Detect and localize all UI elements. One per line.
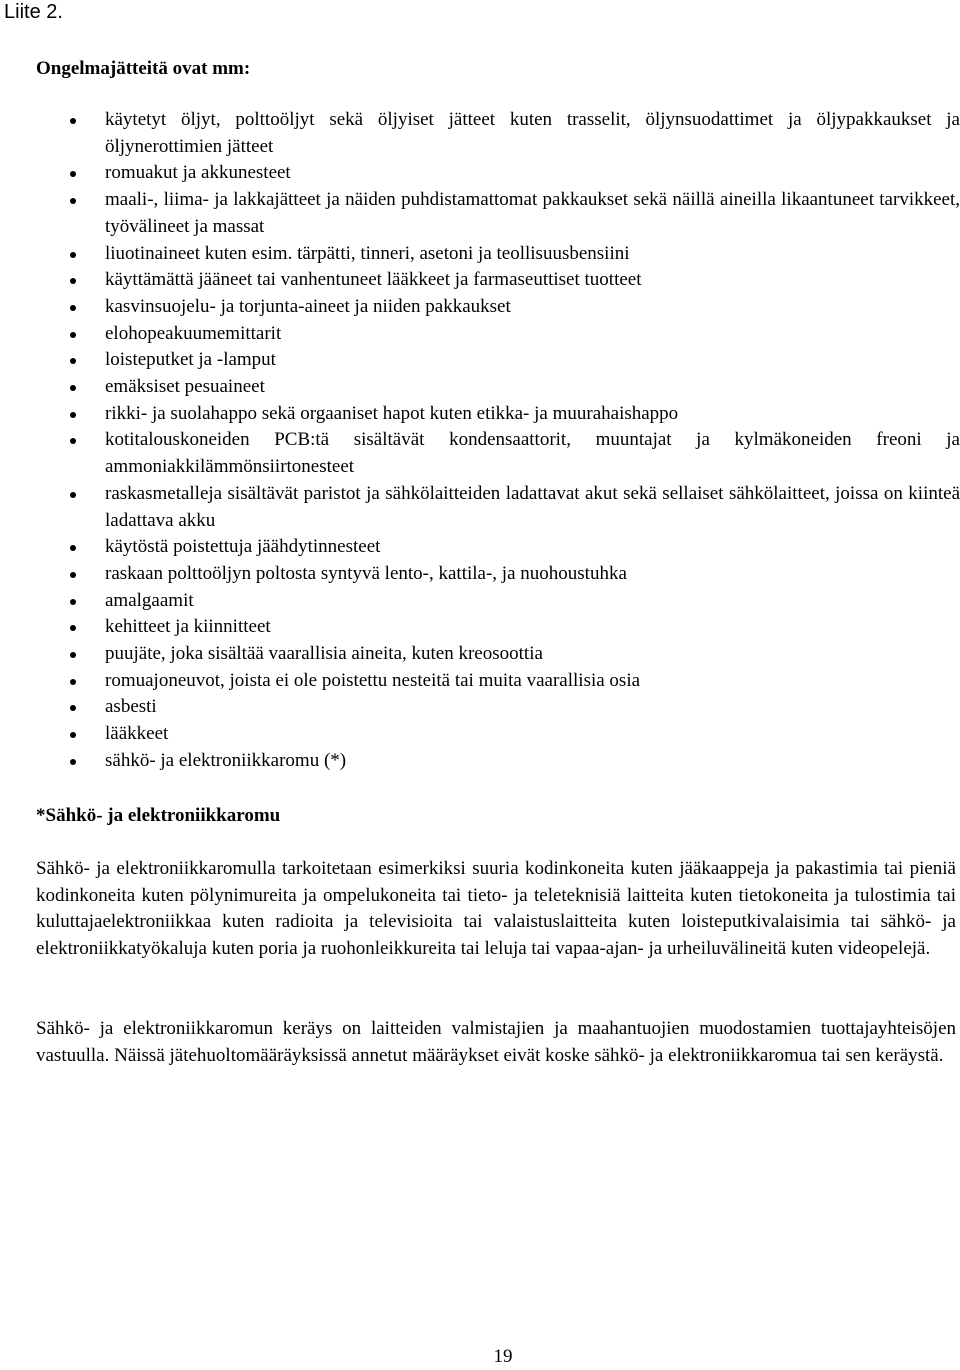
bullet-icon — [70, 759, 76, 765]
bullet-icon — [70, 118, 76, 124]
paragraph-electronics-collection: Sähkö- ja elektroniikkaromun keräys on laitteiden valmistajien ja maahantuojien muodostamien tuottajayhteisöjen vastuulla. Näissä jätehuoltomääräyksissä annetut määräykset eivät koske sähkö- ja elektroniikkaromua tai sen keräystä. — [36, 1018, 956, 1066]
list-item-text: lääkkeet — [105, 723, 169, 745]
list-item — [36, 401, 960, 428]
bullet-icon — [70, 198, 76, 204]
list-item-text: loisteputket ja -lamput — [105, 349, 276, 371]
list-item-text: liuotinaineet kuten esim. tärpätti, tinneri, asetoni ja teollisuusbensiini — [105, 242, 630, 264]
list-item-text: kasvinsuojelu- ja torjunta-aineet ja niiden pakkaukset — [105, 295, 511, 317]
bullet-icon — [70, 385, 76, 391]
list-item-text: rikki- ja suolahappo sekä orgaaniset hapot kuten etikka- ja muurahaishappo — [105, 402, 679, 424]
bullet-icon — [70, 732, 76, 738]
hazardous-waste-list — [36, 107, 960, 775]
bullet-icon — [70, 599, 76, 605]
list-item — [36, 107, 960, 160]
list-item-text: raskaan polttoöljyn poltosta syntyvä lento-, kattila-, ja nuohoustuhka — [105, 562, 627, 584]
list-item-text: kehitteet ja kiinnitteet — [105, 616, 271, 638]
list-item-text: puujäte, joka sisältää vaarallisia aineita, kuten kreosoottia — [105, 643, 543, 665]
list-item — [36, 481, 960, 534]
paragraph-electronics-definition: Sähkö- ja elektroniikkaromulla tarkoitetaan esimerkiksi suuria kodinkoneita kuten jääkaappeja ja pakastimia tai pieniä kodinkoneita kuten pölynimureita ja ompelukoneita tai tieto- ja teleteknisiä laitteita kuten tietokoneita ja tulostimia tai kuluttajaelektroniikkaa kuten radioita ja televisioita tai valaistuslaitteita kuten loisteputkivalaisimia tai sähkö- ja elektroniikkatyökaluja kuten poria ja ruohonleikkureita tai leluja tai vapaa-ajan- ja urheiluvälineitä kuten videopelejä. — [36, 858, 956, 960]
bullet-icon — [70, 252, 76, 258]
bullet-icon — [70, 492, 76, 498]
list-item-text: raskasmetalleja sisältävät paristot ja sähkölaitteiden ladattavat akut sekä sellaiset sähkölaitteet, joissa on kiinteä ladattava akku — [105, 482, 960, 531]
list-item-text: käytetyt öljyt, polttoöljyt sekä öljyiset jätteet kuten trasselit, öljynsuodattimet ja öljypakkaukset ja öljynerottimien jätteet — [105, 109, 960, 157]
bullet-icon — [70, 625, 76, 631]
bullet-icon — [70, 545, 76, 551]
list-item-text: romuakut ja akkunesteet — [105, 162, 291, 184]
appendix-label: Liite 2. — [4, 1, 63, 23]
list-item — [36, 561, 960, 588]
list-item — [36, 187, 960, 240]
list-item — [36, 748, 960, 775]
bullet-icon — [70, 572, 76, 578]
list-item — [36, 534, 960, 561]
list-item — [36, 668, 960, 695]
list-item — [36, 241, 960, 268]
list-item-text: kotitalouskoneiden PCB:tä sisältävät kondensaattorit, muuntajat ja kylmäkoneiden freoni ja ammoniakkilämmönsiirtonesteet — [105, 429, 960, 478]
bullet-icon — [70, 438, 76, 444]
section-title: Ongelmajätteitä ovat mm: — [36, 58, 251, 79]
list-item — [36, 321, 960, 348]
list-item-text: romuajoneuvot, joista ei ole poistettu nesteitä tai muita vaarallisia osia — [105, 669, 641, 691]
bullet-icon — [70, 679, 76, 685]
list-item — [36, 694, 960, 721]
list-item — [36, 641, 960, 668]
list-item-text: käyttämättä jääneet tai vanhentuneet lääkkeet ja farmaseuttiset tuotteet — [105, 269, 642, 291]
list-item-text: emäksiset pesuaineet — [105, 376, 265, 398]
list-item — [36, 294, 960, 321]
list-item-text: amalgaamit — [105, 589, 194, 611]
list-item — [36, 374, 960, 401]
bullet-icon — [70, 652, 76, 658]
list-item — [36, 721, 960, 748]
list-item-text: elohopeakuumemittarit — [105, 322, 282, 344]
subsection-title: *Sähkö- ja elektroniikkaromu — [36, 805, 281, 826]
bullet-icon — [70, 278, 76, 284]
list-item — [36, 588, 960, 615]
list-item-text: maali-, liima- ja lakkajätteet ja näiden puhdistamattomat pakkaukset sekä näillä aineilla likaantuneet tarvikkeet, työvälineet ja massat — [105, 189, 960, 237]
bullet-icon — [70, 412, 76, 418]
list-item — [36, 347, 960, 374]
page-number: 19 — [493, 1346, 513, 1367]
list-item — [36, 160, 960, 187]
list-item-text: sähkö- ja elektroniikkaromu (*) — [105, 749, 347, 771]
list-item — [36, 267, 960, 294]
bullet-icon — [70, 305, 76, 311]
list-item-text: asbesti — [105, 696, 157, 718]
list-item — [36, 427, 960, 480]
bullet-icon — [70, 358, 76, 364]
bullet-icon — [70, 332, 76, 338]
list-item-text: käytöstä poistettuja jäähdytinnesteet — [105, 536, 381, 558]
list-item — [36, 614, 960, 641]
bullet-icon — [70, 705, 76, 711]
bullet-icon — [70, 171, 76, 177]
